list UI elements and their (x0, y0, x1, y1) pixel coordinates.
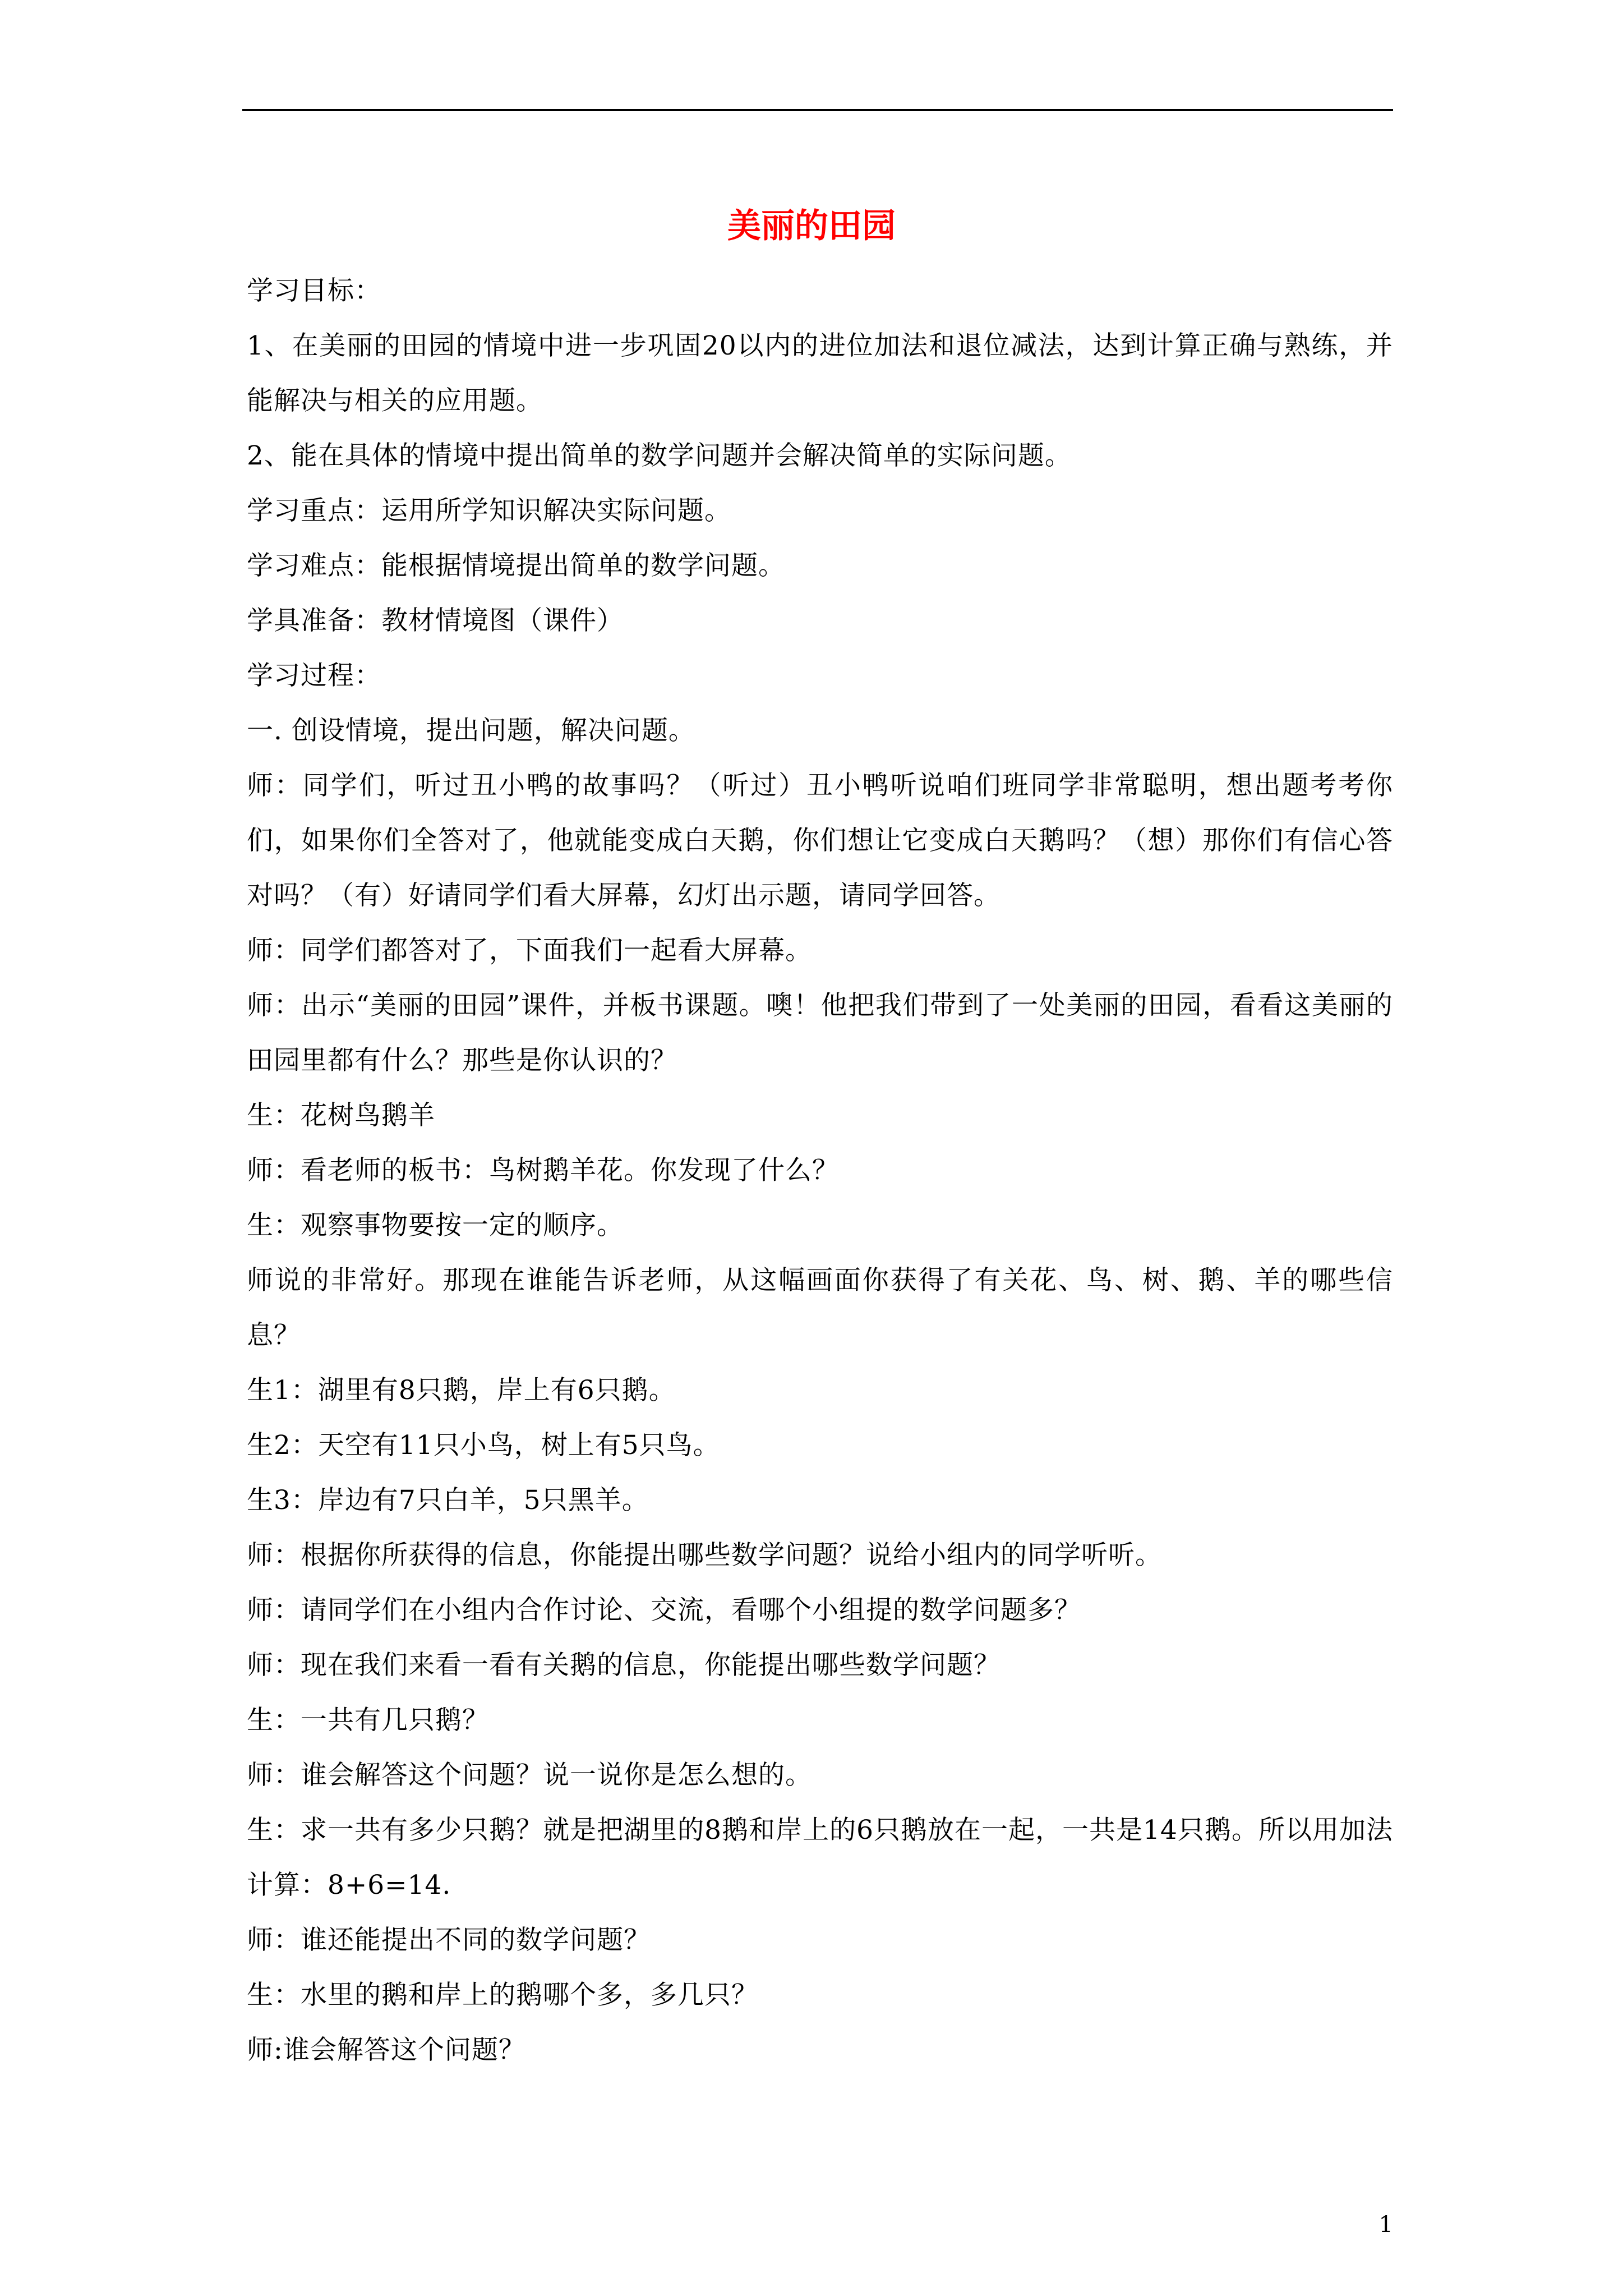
paragraph: 师：看老师的板书：鸟树鹅羊花。你发现了什么？ (247, 1155, 839, 1186)
paragraph: 师：请同学们在小组内合作讨论、交流，看哪个小组提的数学问题多？ (247, 1595, 1081, 1626)
paragraph: 师说的非常好。那现在谁能告诉老师，从这幅画面你获得了有关花、鸟、树、鹅、羊的哪些信息？ (247, 1265, 1393, 1351)
paragraph: 师：同学们都答对了，下面我们一起看大屏幕。 (247, 935, 812, 966)
paragraph: 师：同学们，听过丑小鸭的故事吗？（听过）丑小鸭听说咱们班同学非常聪明，想出题考考你们，如果你们全答对了，他就能变成白天鹅，你们想让它变成白天鹅吗？（想）那你们有信心答对吗？（有）好请同学们看大屏幕，幻灯出示题，请同学回答。 (247, 770, 1393, 911)
paragraph: 师:谁会解答这个问题？ (247, 2035, 525, 2065)
paragraph: 学习过程： (247, 660, 381, 691)
paragraph: 生：水里的鹅和岸上的鹅哪个多，多几只？ (247, 1980, 758, 2010)
paragraph: 师：出示“美丽的田园”课件，并板书课题。噢！他把我们带到了一处美丽的田园，看看这美丽的田园里都有什么？那些是你认识的？ (247, 990, 1393, 1076)
paragraph: 学习难点：能根据情境提出简单的数学问题。 (247, 550, 785, 581)
paragraph: 师：根据你所获得的信息，你能提出哪些数学问题？说给小组内的同学听听。 (247, 1540, 1162, 1571)
paragraph: 生：花树鸟鹅羊 (247, 1100, 435, 1131)
header-rule (242, 109, 1393, 111)
paragraph: 生：求一共有多少只鹅？就是把湖里的8鹅和岸上的6只鹅放在一起，一共是14只鹅。所以用加法计算：8+6=14. (247, 1815, 1393, 1901)
paragraph: 2、能在具体的情境中提出简单的数学问题并会解决简单的实际问题。 (247, 440, 1072, 471)
document-body (247, 264, 1393, 2078)
paragraph: 师：谁还能提出不同的数学问题？ (247, 1925, 651, 1955)
paragraph: 学习目标： (247, 275, 381, 306)
document-title: 美丽的田园 (727, 206, 896, 246)
page-number: 1 (1378, 2212, 1393, 2238)
paragraph: 学具准备：教材情境图（课件） (247, 605, 624, 636)
paragraph: 生1：湖里有8只鹅，岸上有6只鹅。 (247, 1375, 676, 1406)
paragraph: 生：一共有几只鹅？ (247, 1705, 489, 1736)
paragraph: 生3：岸边有7只白羊，5只黑羊。 (247, 1485, 649, 1516)
paragraph: 生2：天空有11只小鸟，树上有5只鸟。 (247, 1430, 720, 1461)
paragraph: 1、在美丽的田园的情境中进一步巩固20以内的进位加法和退位减法，达到计算正确与熟练，并能解决与相关的应用题。 (247, 330, 1393, 416)
paragraph: 师：谁会解答这个问题？说一说你是怎么想的。 (247, 1760, 812, 1791)
paragraph: 一. 创设情境，提出问题，解决问题。 (247, 715, 695, 746)
paragraph: 学习重点：运用所学知识解决实际问题。 (247, 495, 731, 526)
paragraph: 生：观察事物要按一定的顺序。 (247, 1210, 624, 1241)
paragraph: 师：现在我们来看一看有关鹅的信息，你能提出哪些数学问题？ (247, 1650, 1000, 1681)
